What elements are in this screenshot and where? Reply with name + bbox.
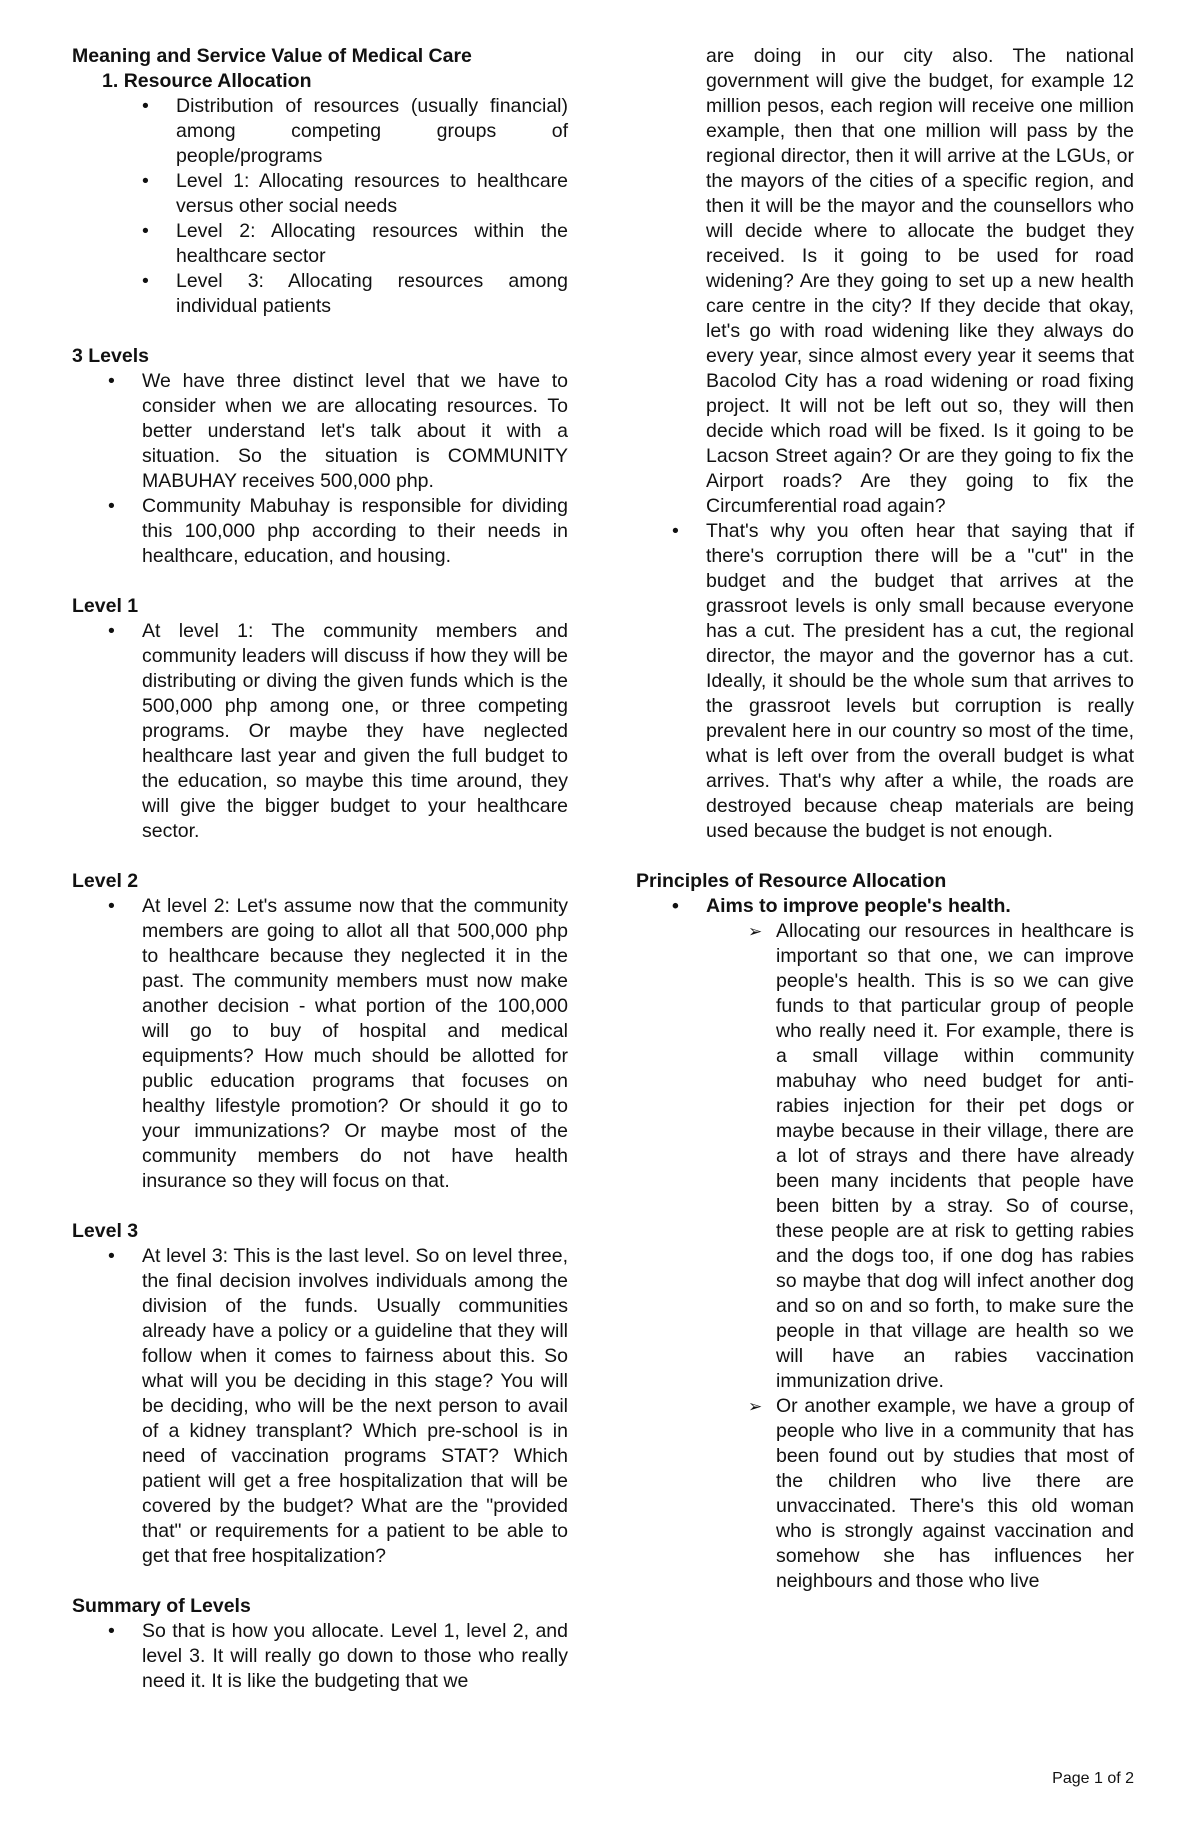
- left-column: [72, 44, 568, 1694]
- section-number: 1.: [102, 70, 119, 92]
- list-item: • At level 1: The community members and community leaders will discuss if how they will be distributing or diving the given funds which is the 500,000 php among one, or three competing programs. Or maybe they have neglected healthcare last year and given the full budget to the education, so maybe this time around, they will give the bigger budget to your healthcare sector.: [142, 619, 568, 844]
- list-item: • Distribution of resources (usually financial) among competing groups of people/programs: [176, 94, 568, 169]
- level-3-list: [72, 1244, 568, 1569]
- heading-3-levels: 3 Levels: [72, 345, 149, 367]
- list-item: • Level 3: Allocating resources among individual patients: [176, 269, 568, 319]
- heading-level-2: Level 2: [72, 870, 139, 892]
- list-item: • We have three distinct level that we have to consider when we are allocating resources. To better understand let's talk about it with a situation. So the situation is COMMUNITY MABUHAY receives 500,000 php.: [142, 369, 568, 494]
- resource-allocation-list: [72, 94, 568, 319]
- list-item: • At level 2: Let's assume now that the community members are going to allot all that 500,000 php to healthcare because they neglected it in the past. The community members must now make another decision - what portion of the 100,000 will go to buy of hospital and medical equipments? How much should be allotted for public education programs that focuses on healthy lifestyle promotion? Or should it go to your immunizations? Or maybe most of the community members do not have health insurance so they will focus on that.: [142, 894, 568, 1194]
- heading-level-1: Level 1: [72, 595, 139, 617]
- continued-list: [636, 44, 1134, 844]
- numbered-item: [102, 69, 568, 94]
- level-2-list: [72, 894, 568, 1194]
- list-item: • Community Mabuhay is responsible for dividing this 100,000 php according to their needs in healthcare, education, and housing.: [142, 494, 568, 569]
- list-item: • Level 2: Allocating resources within the healthcare sector: [176, 219, 568, 269]
- page-footer: Page 1 of 2: [1052, 1770, 1134, 1787]
- three-levels-list: [72, 369, 568, 569]
- list-item: • Level 1: Allocating resources to healthcare versus other social needs: [176, 169, 568, 219]
- heading-summary-of-levels: Summary of Levels: [72, 1595, 251, 1617]
- summary-list: [72, 1619, 568, 1694]
- arrow-item: ➢ Or another example, we have a group of people who live in a community that has been found out by studies that most of the children who live there are unvaccinated. There's this old woman who is strongly against vaccination and somehow she has influences her neighbours and those who live: [776, 1394, 1134, 1594]
- document-title: Meaning and Service Value of Medical Care: [72, 45, 472, 67]
- list-item: • At level 3: This is the last level. So on level three, the final decision involves individuals among the division of the funds. Usually communities already have a policy or a guideline that they will follow when it comes to fairness about this. So what will you be deciding in this stage? You will be deciding, who will be the next person to avail of a kidney transplant? Which pre-school is in need of vaccination programs STAT? Which patient will get a free hospitalization that will be covered by the budget? What are the "provided that" or requirements for a patient to be able to get that free hospitalization?: [142, 1244, 568, 1569]
- heading-level-3: Level 3: [72, 1220, 139, 1242]
- continued-text: are doing in our city also. The national government will give the budget, for example 12 million pesos, each region will receive one million example, then that one million will pass by the regional director, then it will arrive at the LGUs, or the mayors of the cities of a specific region, and then it will be the mayor and the counsellors who will decide where to allocate the budget they received. Is it going to be used for road widening? Are they going to set up a new health care centre in the city? If they decide that okay, let's go with road widening like they always do every year, since almost every year it seems that Bacolod City has a road widening or road fixing project. It will not be left out so, they will then decide which road will be fixed. Is it going to be Lacson Street again? Or are they going to fix the Airport roads? Are they going to fix the Circumferential road again?: [706, 45, 1134, 517]
- continued-paragraph: [706, 44, 1134, 519]
- numbered-list: [72, 69, 568, 94]
- right-column: [636, 44, 1134, 1594]
- section-title: Resource Allocation: [123, 70, 312, 92]
- list-item: • Aims to improve people's health.: [706, 894, 1134, 919]
- arrow-item: ➢ Allocating our resources in healthcare is important so that one, we can improve people's health. This is so we can give funds to that particular group of people who really need it. For example, there is a small village within community mabuhay who need budget for anti-rabies injection for their pet dogs or maybe because in their village, there are a lot of strays and there have already been many incidents that people have been bitten by a stray. So of course, these people are at risk to getting rabies and the dogs too, if one dog has rabies so maybe that dog will infect another dog and so on and so forth, to make sure the people in that village are health so we will have an rabies vaccination immunization drive.: [776, 919, 1134, 1394]
- arrow-list: [636, 919, 1134, 1594]
- list-item: • So that is how you allocate. Level 1, level 2, and level 3. It will really go down to those who really need it. It is like the budgeting that we: [142, 1619, 568, 1694]
- heading-principles: Principles of Resource Allocation: [636, 870, 947, 892]
- list-item: • That's why you often hear that saying that if there's corruption there will be a "cut" in the budget and the budget that arrives at the grassroot levels is only small because everyone has a cut. The president has a cut, the regional director, the mayor and the governor has a cut. Ideally, it should be the whole sum that arrives to the grassroot levels but corruption is really prevalent here in our country so most of the time, what is left over from the overall budget is what arrives. That's why after a while, the roads are destroyed because cheap materials are being used because the budget is not enough.: [706, 519, 1134, 844]
- level-1-list: [72, 619, 568, 844]
- principles-list: [636, 894, 1134, 919]
